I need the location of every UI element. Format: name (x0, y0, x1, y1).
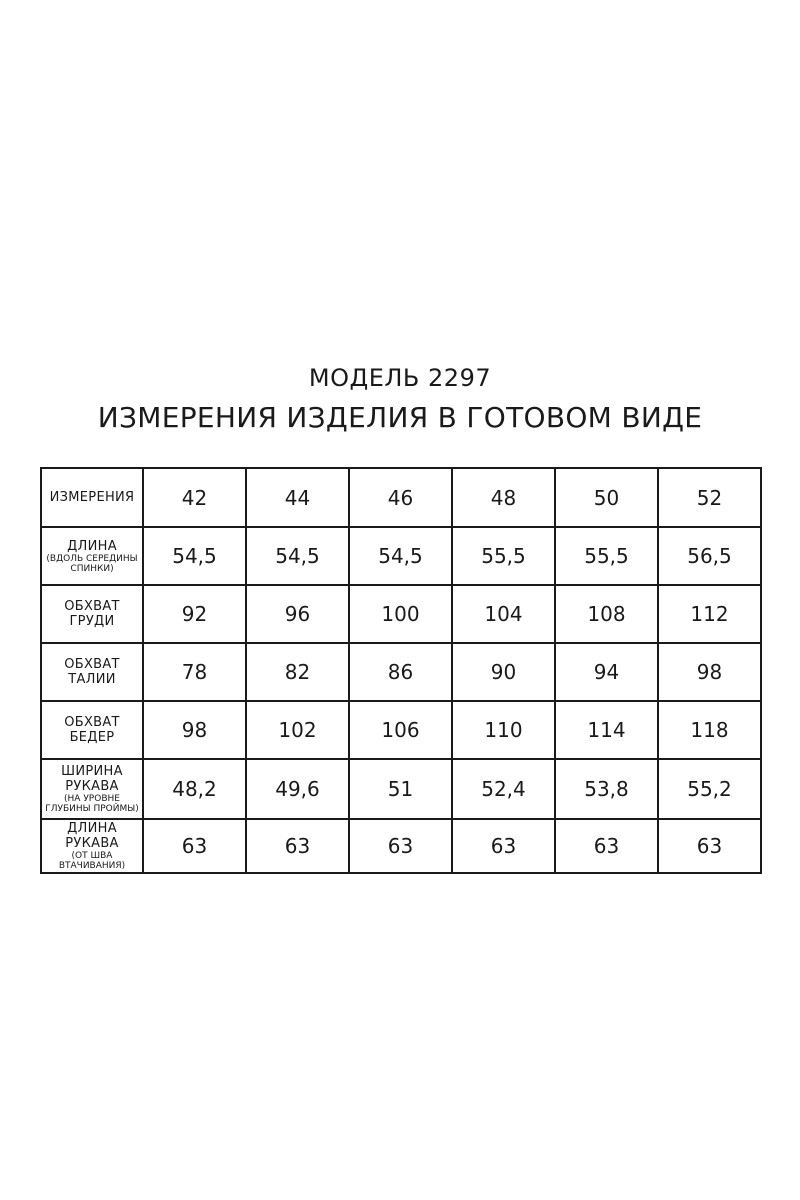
table-cell: 63 (658, 819, 761, 873)
row-label (41, 701, 143, 759)
table-cell: 54,5 (246, 527, 349, 585)
table-cell: 108 (555, 585, 658, 643)
table-cell: 63 (246, 819, 349, 873)
table-cell: 78 (143, 643, 246, 701)
row-label (41, 759, 143, 819)
size-header-cell: 42 (143, 468, 246, 527)
table-cell: 63 (143, 819, 246, 873)
model-number: МОДЕЛЬ 2297 (308, 364, 492, 392)
size-header-cell: 48 (452, 468, 555, 527)
table-cell: 98 (658, 643, 761, 701)
table-cell: 102 (246, 701, 349, 759)
row-label-main: ДЛИНА РУКАВА (65, 821, 119, 851)
size-header-cell: 44 (246, 468, 349, 527)
table-row (41, 819, 761, 873)
row-label-note: (ОТ ШВА ВТАЧИВАНИЯ) (58, 851, 126, 871)
row-label-main: ОБХВАТ ТАЛИИ (64, 657, 120, 687)
table-cell: 100 (349, 585, 452, 643)
row-label-note: (НА УРОВНЕ ГЛУБИНЫ ПРОЙМЫ) (45, 794, 139, 814)
row-label (41, 585, 143, 643)
table-cell: 90 (452, 643, 555, 701)
row-label-main: ДЛИНА (67, 538, 117, 554)
table-cell: 63 (349, 819, 452, 873)
table-cell: 96 (246, 585, 349, 643)
table-cell: 53,8 (555, 759, 658, 819)
table-row (41, 759, 761, 819)
row-label-note: (ВДОЛЬ СЕРЕДИНЫ СПИНКИ) (46, 553, 138, 574)
table-cell: 56,5 (658, 527, 761, 585)
size-header-cell: 52 (658, 468, 761, 527)
table-cell: 118 (658, 701, 761, 759)
row-label (41, 527, 143, 585)
table-cell: 55,5 (452, 527, 555, 585)
table-row (41, 643, 761, 701)
size-chart-table (40, 467, 762, 874)
table-cell: 110 (452, 701, 555, 759)
row-label (41, 643, 143, 701)
table-cell: 54,5 (143, 527, 246, 585)
table-cell: 104 (452, 585, 555, 643)
size-header-cell: 46 (349, 468, 452, 527)
table-cell: 51 (349, 759, 452, 819)
table-cell: 48,2 (143, 759, 246, 819)
table-cell: 114 (555, 701, 658, 759)
table-cell: 106 (349, 701, 452, 759)
table-cell: 86 (349, 643, 452, 701)
row-label-main: ШИРИНА РУКАВА (61, 764, 123, 794)
row-label-main: ОБХВАТ ГРУДИ (64, 599, 120, 629)
table-cell: 98 (143, 701, 246, 759)
row-label (41, 819, 143, 873)
table-cell: 63 (555, 819, 658, 873)
table-cell: 55,5 (555, 527, 658, 585)
table-cell: 92 (143, 585, 246, 643)
row-label-main: ОБХВАТ БЕДЕР (64, 715, 120, 745)
table-cell: 54,5 (349, 527, 452, 585)
corner-label: ИЗМЕРЕНИЯ (41, 468, 143, 527)
page-title: ИЗМЕРЕНИЯ ИЗДЕЛИЯ В ГОТОВОМ ВИДЕ (97, 401, 703, 434)
size-header-cell: 50 (555, 468, 658, 527)
table-row (41, 585, 761, 643)
table-cell: 94 (555, 643, 658, 701)
table-cell: 52,4 (452, 759, 555, 819)
table-row (41, 701, 761, 759)
table-cell: 55,2 (658, 759, 761, 819)
table-header-row (41, 468, 761, 527)
table-cell: 63 (452, 819, 555, 873)
table-cell: 82 (246, 643, 349, 701)
table-cell: 49,6 (246, 759, 349, 819)
table-cell: 112 (658, 585, 761, 643)
table-row (41, 527, 761, 585)
